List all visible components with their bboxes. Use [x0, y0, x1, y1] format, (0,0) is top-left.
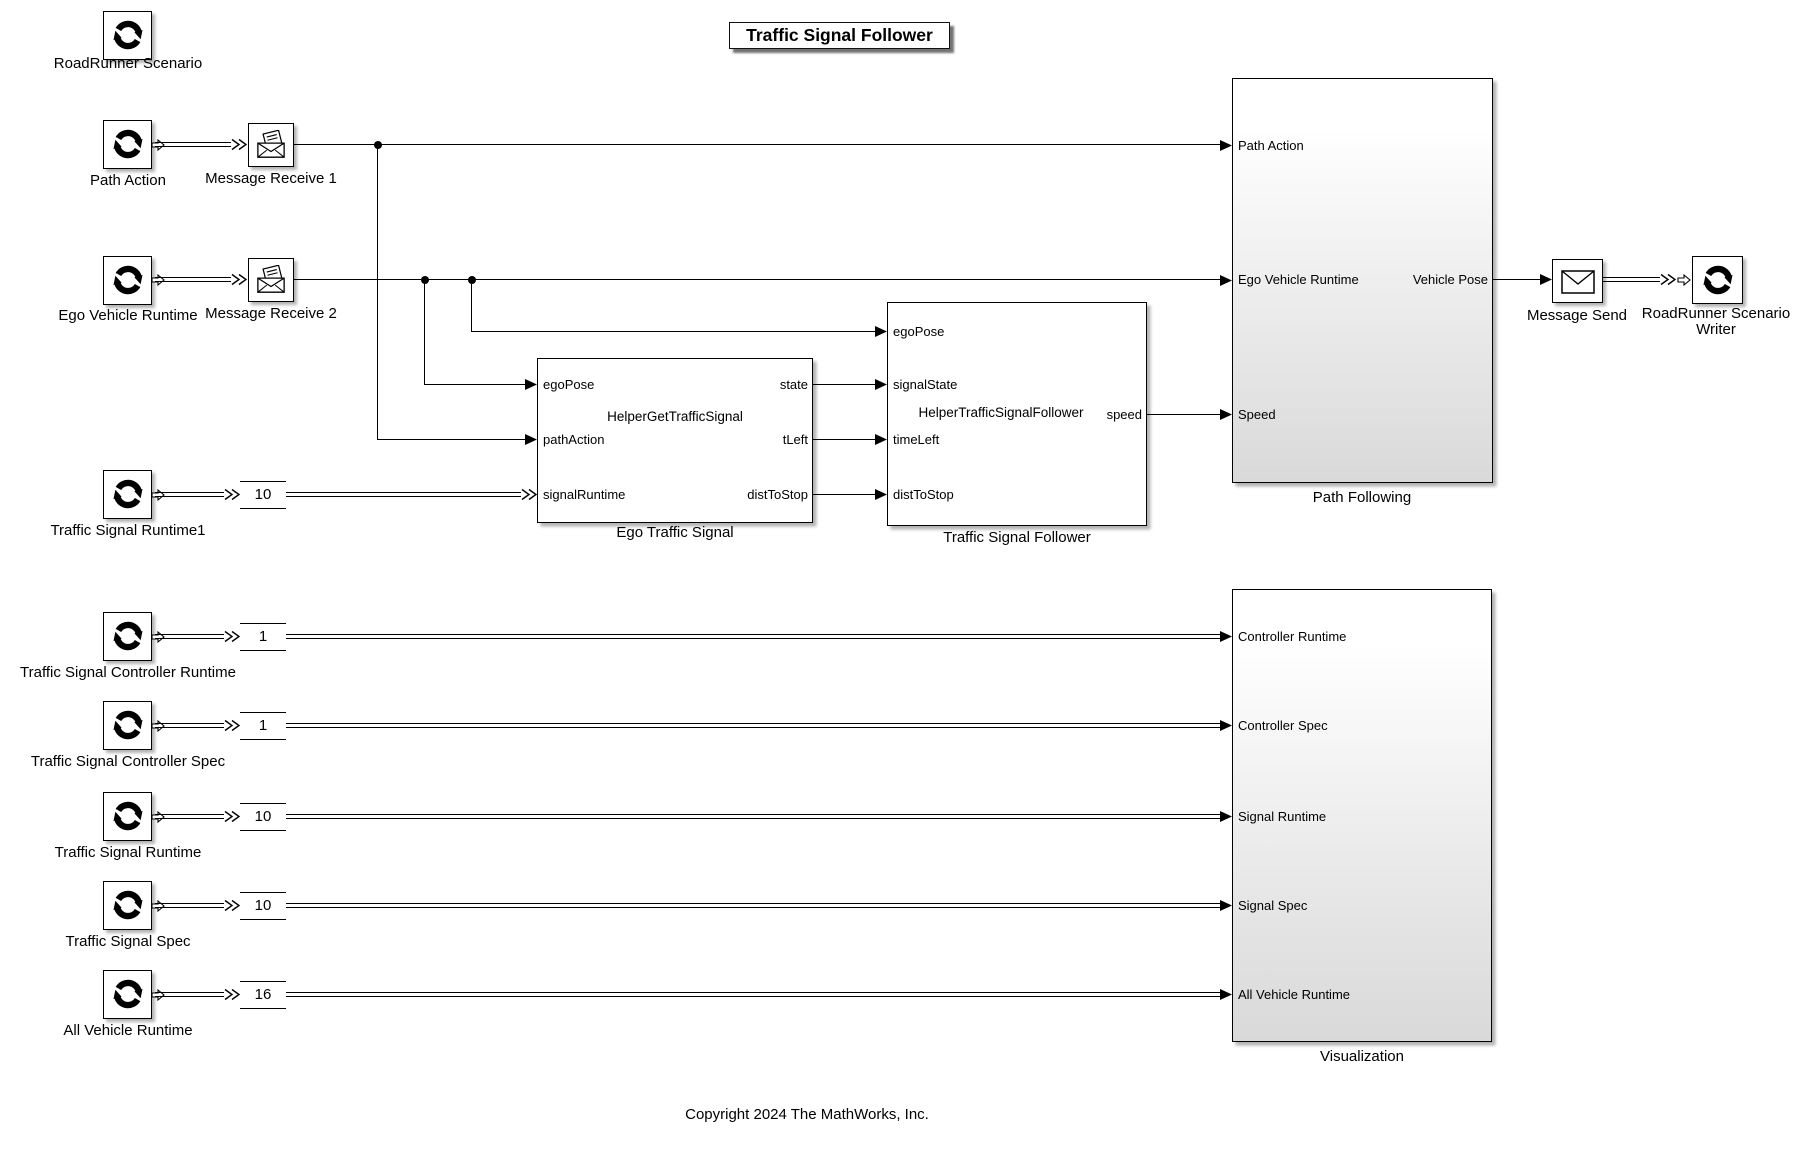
wire-pathaction-branch-v[interactable] — [377, 145, 378, 440]
roadrunner-scenario-writer-block[interactable] — [1692, 256, 1743, 304]
path-action-source-label: Path Action — [90, 172, 166, 189]
branch-dot — [421, 276, 429, 284]
port-label-pathaction: pathAction — [543, 432, 605, 447]
port-label-egopose: egoPose — [543, 377, 595, 392]
solid-arrowhead — [875, 434, 887, 445]
roadrunner-cycle-icon — [109, 475, 147, 513]
message-receive-1-block[interactable] — [248, 123, 294, 167]
wire-all-vehicle-runtime-b[interactable] — [286, 992, 1220, 997]
traffic-signal-controller-runtime-label: Traffic Signal Controller Runtime — [20, 664, 236, 681]
wire-signal-spec-a[interactable] — [155, 903, 224, 908]
wire-pathaction-signal[interactable] — [294, 144, 1221, 145]
solid-arrowhead — [875, 326, 887, 337]
solid-arrowhead — [1540, 274, 1552, 285]
path-action-source-block[interactable] — [103, 120, 152, 169]
traffic-signal-follower-caption: Traffic Signal Follower — [943, 529, 1091, 546]
wire-signal-runtime-a[interactable] — [155, 814, 224, 819]
port-label-vehicle-pose: Vehicle Pose — [1412, 272, 1488, 287]
ego-vehicle-runtime-source-block[interactable] — [103, 256, 152, 305]
roadrunner-scenario-writer-label-line2: Writer — [1696, 321, 1736, 338]
solid-arrowhead — [525, 379, 537, 390]
open-arrowhead — [224, 988, 240, 1001]
solid-arrowhead — [875, 379, 887, 390]
open-arrowhead — [224, 899, 240, 912]
message-receive-2-block[interactable] — [248, 258, 294, 302]
traffic-signal-runtime-block[interactable] — [103, 792, 152, 841]
solid-arrowhead — [1220, 811, 1232, 822]
input-port-icon — [1677, 273, 1691, 287]
wire-tleft[interactable] — [813, 439, 875, 440]
traffic-signal-runtime-label: Traffic Signal Runtime — [54, 844, 202, 861]
roadrunner-cycle-icon — [109, 16, 147, 54]
wire-disttostop[interactable] — [813, 494, 875, 495]
wire-egopose1-branch-v[interactable] — [424, 280, 425, 385]
port-label-disttostop-in: distToStop — [893, 487, 954, 502]
roadrunner-cycle-icon — [109, 975, 147, 1013]
traffic-signal-controller-spec-block[interactable] — [103, 701, 152, 750]
roadrunner-cycle-icon — [109, 617, 147, 655]
all-vehicle-runtime-label: All Vehicle Runtime — [63, 1022, 193, 1039]
roadrunner-cycle-icon — [109, 706, 147, 744]
message-receive-2-label: Message Receive 2 — [205, 305, 337, 322]
solid-arrowhead — [1220, 631, 1232, 642]
port-label-speed-in: Speed — [1238, 407, 1276, 422]
visualization-caption: Visualization — [1320, 1048, 1404, 1065]
signal-dimension-label[interactable]: 10 — [240, 803, 286, 831]
signal-dimension-label[interactable]: 1 — [240, 623, 286, 651]
wire-pathaction-msg[interactable] — [155, 142, 231, 147]
message-receive-1-label: Message Receive 1 — [205, 170, 337, 187]
solid-arrowhead — [1220, 989, 1232, 1000]
roadrunner-scenario-label: RoadRunner Scenario — [53, 55, 203, 72]
wire-egopose2-branch-h[interactable] — [472, 331, 877, 332]
signal-dimension-label[interactable]: 16 — [240, 981, 286, 1009]
envelope-receive-icon — [254, 130, 288, 160]
port-label-controller-spec: Controller Spec — [1238, 718, 1328, 733]
solid-arrowhead — [1220, 275, 1232, 286]
traffic-signal-controller-runtime-block[interactable] — [103, 612, 152, 661]
wire-controller-spec-a[interactable] — [155, 723, 224, 728]
port-label-controller-runtime: Controller Runtime — [1238, 629, 1347, 644]
port-label-signal-spec: Signal Spec — [1238, 898, 1308, 913]
port-label-state: state — [779, 377, 808, 392]
branch-dot — [374, 141, 382, 149]
traffic-signal-controller-spec-label: Traffic Signal Controller Spec — [30, 753, 226, 770]
wire-signalruntime-b[interactable] — [286, 492, 521, 497]
path-following-caption: Path Following — [1312, 489, 1412, 506]
open-arrowhead — [231, 138, 247, 151]
roadrunner-cycle-icon — [109, 261, 147, 299]
signal-dimension-label[interactable]: 10 — [240, 892, 286, 920]
solid-arrowhead — [1220, 140, 1232, 151]
traffic-signal-runtime1-label: Traffic Signal Runtime1 — [50, 522, 206, 539]
wire-vehicle-pose[interactable] — [1493, 279, 1540, 280]
traffic-signal-runtime1-block[interactable] — [103, 470, 152, 519]
all-vehicle-runtime-block[interactable] — [103, 970, 152, 1019]
model-title-annotation[interactable]: Traffic Signal Follower — [729, 22, 950, 49]
wire-state[interactable] — [813, 384, 875, 385]
roadrunner-cycle-icon — [109, 797, 147, 835]
wire-controller-runtime-a[interactable] — [155, 634, 224, 639]
copyright-text: Copyright 2024 The MathWorks, Inc. — [685, 1106, 929, 1123]
open-arrowhead — [521, 488, 537, 501]
open-arrowhead — [224, 630, 240, 643]
ego-traffic-signal-function-name: HelperGetTrafficSignal — [607, 409, 743, 424]
roadrunner-cycle-icon — [109, 125, 147, 163]
solid-arrowhead — [1220, 409, 1232, 420]
ego-vehicle-runtime-source-label: Ego Vehicle Runtime — [58, 307, 198, 324]
signal-dimension-label[interactable]: 1 — [240, 712, 286, 740]
port-label-signalruntime: signalRuntime — [543, 487, 626, 502]
wire-egopose1-branch-h[interactable] — [425, 384, 526, 385]
port-label-disttostop-out: distToStop — [747, 487, 808, 502]
traffic-signal-follower-function-name: HelperTrafficSignalFollower — [918, 405, 1084, 420]
port-label-ego-vehicle-runtime: Ego Vehicle Runtime — [1238, 272, 1359, 287]
traffic-signal-spec-label: Traffic Signal Spec — [65, 933, 191, 950]
envelope-send-icon — [1560, 269, 1596, 295]
wire-signalruntime-a[interactable] — [155, 492, 224, 497]
open-arrowhead — [224, 488, 240, 501]
port-label-speed-out: speed — [1106, 407, 1142, 422]
port-label-tleft: tLeft — [782, 432, 808, 447]
message-send-block[interactable] — [1552, 259, 1603, 303]
roadrunner-cycle-icon — [1699, 261, 1737, 299]
roadrunner-cycle-icon — [109, 886, 147, 924]
message-send-label: Message Send — [1526, 307, 1628, 324]
port-label-signalstate: signalState — [893, 377, 958, 392]
wire-pathaction-branch-h[interactable] — [378, 439, 526, 440]
signal-dimension-label[interactable]: 10 — [240, 481, 286, 509]
open-arrowhead — [224, 719, 240, 732]
wire-all-vehicle-runtime-a[interactable] — [155, 992, 224, 997]
wire-egovehicle-signal[interactable] — [294, 279, 1221, 280]
wire-egopose2-branch-v[interactable] — [471, 280, 472, 332]
solid-arrowhead — [875, 489, 887, 500]
wire-controller-runtime-b[interactable] — [286, 634, 1220, 639]
port-label-all-vehicle-runtime: All Vehicle Runtime — [1238, 987, 1350, 1002]
port-label-egopose2: egoPose — [893, 324, 945, 339]
solid-arrowhead — [1220, 900, 1232, 911]
solid-arrowhead — [525, 434, 537, 445]
wire-speed[interactable] — [1147, 414, 1220, 415]
roadrunner-scenario-writer-label-line1: RoadRunner Scenario — [1641, 305, 1791, 322]
open-arrowhead — [231, 273, 247, 286]
port-label-signal-runtime: Signal Runtime — [1238, 809, 1327, 824]
traffic-signal-spec-block[interactable] — [103, 881, 152, 930]
port-label-timeleft: timeLeft — [893, 432, 940, 447]
branch-dot — [468, 276, 476, 284]
ego-traffic-signal-caption: Ego Traffic Signal — [616, 524, 734, 541]
wire-signal-spec-b[interactable] — [286, 903, 1220, 908]
solid-arrowhead — [1220, 720, 1232, 731]
open-arrowhead — [1660, 273, 1676, 286]
wire-send-msg[interactable] — [1603, 277, 1660, 282]
wire-egovehicle-msg[interactable] — [155, 277, 231, 282]
open-arrowhead — [224, 810, 240, 823]
wire-signal-runtime-b[interactable] — [286, 814, 1220, 819]
envelope-receive-icon — [254, 265, 288, 295]
wire-controller-spec-b[interactable] — [286, 723, 1220, 728]
port-label-path-action: Path Action — [1238, 138, 1304, 153]
roadrunner-scenario-block[interactable] — [103, 11, 152, 60]
